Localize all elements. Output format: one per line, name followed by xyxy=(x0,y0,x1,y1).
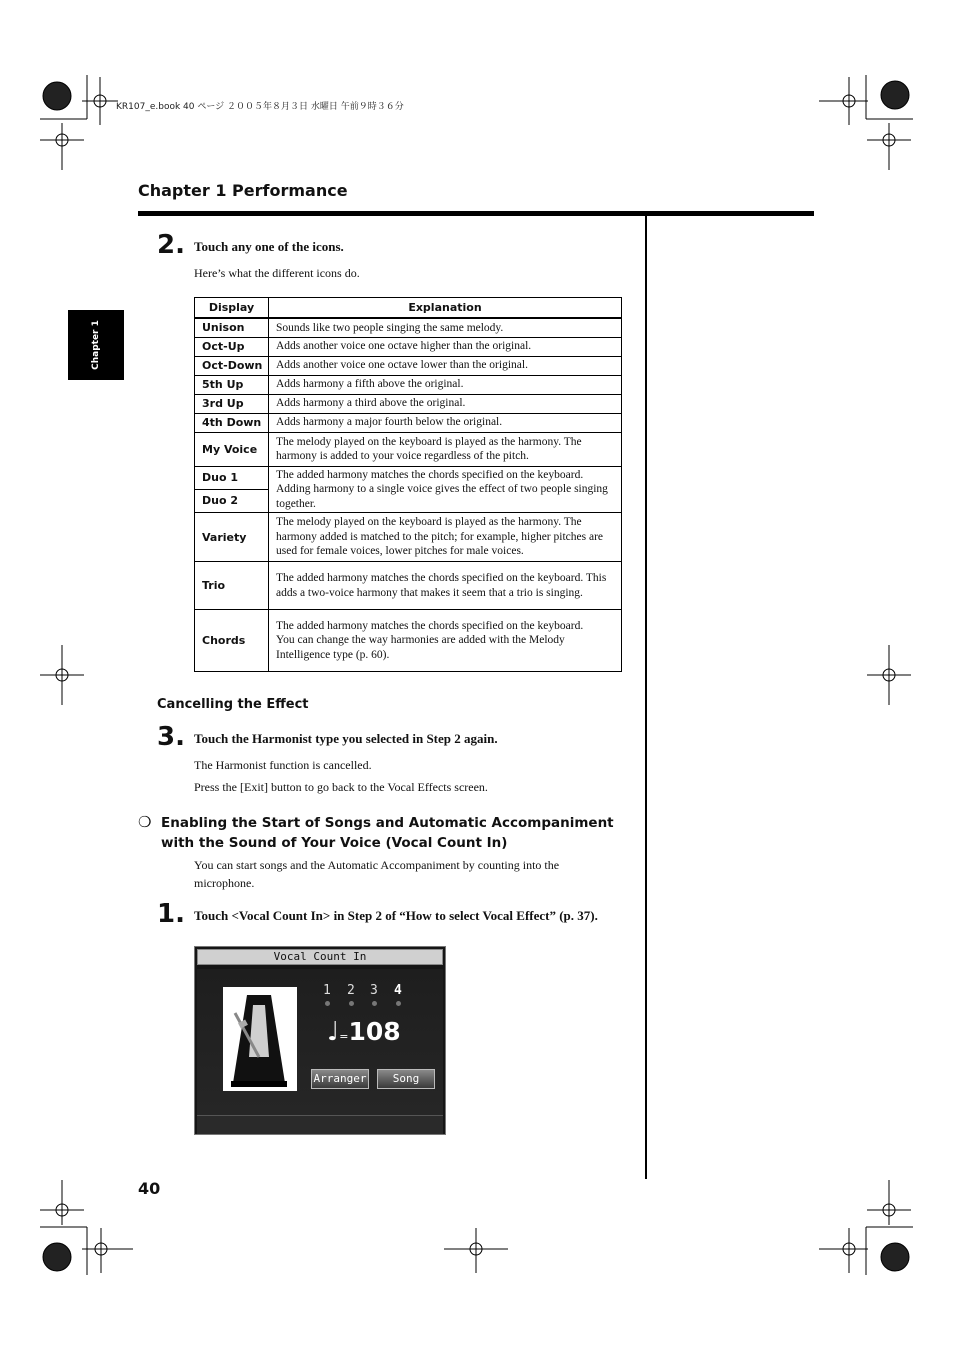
screen-bottom-bar xyxy=(197,1115,443,1134)
cancel-subhead: Cancelling the Effect xyxy=(157,697,309,712)
row-explanation: The added harmony matches the chords specified on the keyboard. This adds a two-voice harmony that makes it seem that a trio is singing. xyxy=(269,562,622,610)
row-explanation: Adds harmony a fifth above the original. xyxy=(269,375,622,394)
chapter-side-tab xyxy=(68,310,124,380)
beat-2: 2 xyxy=(347,983,355,998)
table-row xyxy=(195,337,622,356)
icon-table xyxy=(194,297,622,672)
beat-indicator xyxy=(325,1001,330,1006)
screen-panel xyxy=(197,969,443,1115)
row-explanation: Adds harmony a major fourth below the original. xyxy=(269,413,622,432)
step-3-text: Touch the Harmonist type you selected in Step 2 again. xyxy=(194,731,498,746)
book-info-header: KR107_e.book 40 ページ ２００５年８月３日 水曜日 午前９時３６分 xyxy=(116,102,404,112)
row-display: 5th Up xyxy=(195,375,269,394)
step-2-text: Touch any one of the icons. xyxy=(194,239,344,254)
row-explanation: The added harmony matches the chords specified on the keyboard. Adding harmony to a single voice gives the effect of two people singing together. xyxy=(269,466,622,513)
tempo-display xyxy=(327,1017,401,1047)
header-display: Display xyxy=(195,298,269,319)
title-rule xyxy=(138,211,814,216)
row-display: Chords xyxy=(195,610,269,672)
arranger-button[interactable]: Arranger xyxy=(311,1069,369,1089)
table-row xyxy=(195,413,622,432)
step-3-number: 3. xyxy=(157,722,185,752)
row-display: Oct-Down xyxy=(195,356,269,375)
beat-3: 3 xyxy=(370,983,378,998)
header-explanation: Explanation xyxy=(269,298,622,319)
table-row xyxy=(195,466,622,489)
tempo-value: 108 xyxy=(348,1017,401,1046)
row-display: Oct-Up xyxy=(195,337,269,356)
metronome-icon xyxy=(223,987,297,1091)
step-2-number: 2. xyxy=(157,230,185,260)
cancel-line-1: The Harmonist function is cancelled. xyxy=(194,758,372,772)
row-display: My Voice xyxy=(195,432,269,466)
row-display: 4th Down xyxy=(195,413,269,432)
row-display: Duo 2 xyxy=(195,489,269,512)
metronome-image xyxy=(223,987,297,1091)
vocal-count-in-screen xyxy=(194,946,446,1135)
row-explanation: Sounds like two people singing the same melody. xyxy=(269,318,622,337)
row-display: 3rd Up xyxy=(195,394,269,413)
section-bullet: ❍ xyxy=(138,813,152,831)
row-explanation: Adds harmony a third above the original. xyxy=(269,394,622,413)
table-row xyxy=(195,375,622,394)
beat-indicator xyxy=(349,1001,354,1006)
step-2-intro: Here’s what the different icons do. xyxy=(194,266,360,280)
row-display: Variety xyxy=(195,513,269,562)
row-explanation-line: You can change the way harmonies are added with the Melody Intelligence type (p. 60). xyxy=(276,634,565,661)
beat-indicator xyxy=(396,1001,401,1006)
quarter-note-icon: ♩ xyxy=(327,1017,340,1047)
row-explanation: Adds another voice one octave higher than the original. xyxy=(269,337,622,356)
row-display: Duo 1 xyxy=(195,466,269,489)
column-rule xyxy=(645,214,647,1179)
table-row xyxy=(195,394,622,413)
row-display: Unison xyxy=(195,318,269,337)
section-title: Enabling the Start of Songs and Automatic Accompaniment with the Sound of Your Voice (Vocal Count In) xyxy=(161,815,614,851)
side-tab-label: Chapter 1 xyxy=(91,320,101,370)
beat-1: 1 xyxy=(323,983,331,998)
chapter-title: Chapter 1 Performance xyxy=(138,181,348,200)
beat-4: 4 xyxy=(394,983,402,998)
row-display: Trio xyxy=(195,562,269,610)
table-row xyxy=(195,562,622,610)
row-explanation-line: The added harmony matches the chords specified on the keyboard. xyxy=(276,619,584,632)
section-body: You can start songs and the Automatic Accompaniment by counting into the microphone. xyxy=(194,858,560,890)
table-row xyxy=(195,318,622,337)
song-button[interactable]: Song xyxy=(377,1069,435,1089)
step-1-text: Touch <Vocal Count In> in Step 2 of “How to select Vocal Effect” (p. 37). xyxy=(194,908,598,923)
table-row xyxy=(195,513,622,562)
beat-indicator xyxy=(372,1001,377,1006)
table-row xyxy=(195,432,622,466)
table-row xyxy=(195,610,622,672)
step-1-number: 1. xyxy=(157,899,185,929)
row-explanation xyxy=(269,610,622,672)
page-number: 40 xyxy=(138,1179,161,1198)
row-explanation: The melody played on the keyboard is played as the harmony. The harmony added is matched to the pitch; for example, higher pitches are used for female voices, lower pitches for male voices. xyxy=(269,513,622,562)
screen-title: Vocal Count In xyxy=(197,949,443,965)
cancel-line-2: Press the [Exit] button to go back to the Vocal Effects screen. xyxy=(194,780,488,794)
tempo-equals: = xyxy=(339,1030,349,1043)
row-explanation: The melody played on the keyboard is played as the harmony. The harmony is added to your voice regardless of the pitch. xyxy=(269,432,622,466)
row-explanation: Adds another voice one octave lower than the original. xyxy=(269,356,622,375)
table-row xyxy=(195,356,622,375)
table-header-row xyxy=(195,298,622,319)
